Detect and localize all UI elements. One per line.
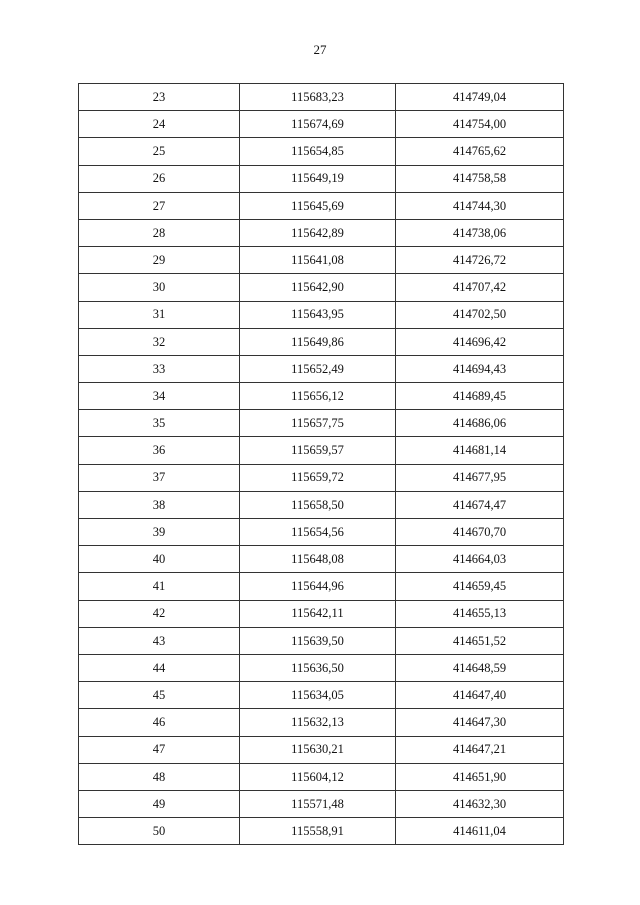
point-number-cell: 36 [79, 437, 240, 464]
point-number-cell: 27 [79, 192, 240, 219]
point-number-cell: 37 [79, 464, 240, 491]
x-coordinate-cell: 115643,95 [240, 301, 396, 328]
x-coordinate-cell: 115642,11 [240, 600, 396, 627]
y-coordinate-cell: 414694,43 [396, 355, 564, 382]
table-row [79, 763, 564, 790]
table-row [79, 437, 564, 464]
y-coordinate-cell: 414670,70 [396, 519, 564, 546]
y-coordinate-cell: 414749,04 [396, 84, 564, 111]
x-coordinate-cell: 115674,69 [240, 111, 396, 138]
coordinates-table-body [79, 84, 564, 845]
table-row [79, 165, 564, 192]
y-coordinate-cell: 414726,72 [396, 247, 564, 274]
point-number-cell: 43 [79, 627, 240, 654]
page-number: 27 [313, 42, 327, 57]
table-row [79, 654, 564, 681]
x-coordinate-cell: 115641,08 [240, 247, 396, 274]
point-number-cell: 41 [79, 573, 240, 600]
table-row [79, 192, 564, 219]
point-number-cell: 47 [79, 736, 240, 763]
x-coordinate-cell: 115630,21 [240, 736, 396, 763]
point-number-cell: 45 [79, 682, 240, 709]
x-coordinate-cell: 115658,50 [240, 491, 396, 518]
y-coordinate-cell: 414648,59 [396, 654, 564, 681]
y-coordinate-cell: 414738,06 [396, 219, 564, 246]
coordinates-table [78, 83, 564, 845]
y-coordinate-cell: 414686,06 [396, 410, 564, 437]
y-coordinate-cell: 414647,21 [396, 736, 564, 763]
table-row [79, 301, 564, 328]
y-coordinate-cell: 414754,00 [396, 111, 564, 138]
table-row [79, 464, 564, 491]
point-number-cell: 38 [79, 491, 240, 518]
y-coordinate-cell: 414702,50 [396, 301, 564, 328]
point-number-cell: 28 [79, 219, 240, 246]
table-row [79, 709, 564, 736]
point-number-cell: 31 [79, 301, 240, 328]
x-coordinate-cell: 115571,48 [240, 790, 396, 817]
x-coordinate-cell: 115652,49 [240, 355, 396, 382]
point-number-cell: 32 [79, 328, 240, 355]
y-coordinate-cell: 414611,04 [396, 818, 564, 845]
point-number-cell: 26 [79, 165, 240, 192]
point-number-cell: 46 [79, 709, 240, 736]
x-coordinate-cell: 115639,50 [240, 627, 396, 654]
x-coordinate-cell: 115656,12 [240, 383, 396, 410]
table-row [79, 736, 564, 763]
table-row [79, 383, 564, 410]
y-coordinate-cell: 414681,14 [396, 437, 564, 464]
y-coordinate-cell: 414647,30 [396, 709, 564, 736]
point-number-cell: 25 [79, 138, 240, 165]
y-coordinate-cell: 414707,42 [396, 274, 564, 301]
x-coordinate-cell: 115683,23 [240, 84, 396, 111]
point-number-cell: 33 [79, 355, 240, 382]
table-row [79, 818, 564, 845]
x-coordinate-cell: 115645,69 [240, 192, 396, 219]
point-number-cell: 50 [79, 818, 240, 845]
table-row [79, 546, 564, 573]
y-coordinate-cell: 414765,62 [396, 138, 564, 165]
table-row [79, 600, 564, 627]
y-coordinate-cell: 414632,30 [396, 790, 564, 817]
y-coordinate-cell: 414647,40 [396, 682, 564, 709]
y-coordinate-cell: 414758,58 [396, 165, 564, 192]
point-number-cell: 29 [79, 247, 240, 274]
table-row [79, 519, 564, 546]
table-row [79, 111, 564, 138]
x-coordinate-cell: 115636,50 [240, 654, 396, 681]
table-row [79, 219, 564, 246]
y-coordinate-cell: 414659,45 [396, 573, 564, 600]
table-row [79, 247, 564, 274]
y-coordinate-cell: 414651,90 [396, 763, 564, 790]
table-row [79, 682, 564, 709]
table-row [79, 328, 564, 355]
y-coordinate-cell: 414664,03 [396, 546, 564, 573]
x-coordinate-cell: 115659,72 [240, 464, 396, 491]
x-coordinate-cell: 115634,05 [240, 682, 396, 709]
x-coordinate-cell: 115648,08 [240, 546, 396, 573]
point-number-cell: 30 [79, 274, 240, 301]
table-row [79, 573, 564, 600]
x-coordinate-cell: 115642,89 [240, 219, 396, 246]
y-coordinate-cell: 414744,30 [396, 192, 564, 219]
x-coordinate-cell: 115659,57 [240, 437, 396, 464]
y-coordinate-cell: 414677,95 [396, 464, 564, 491]
point-number-cell: 34 [79, 383, 240, 410]
point-number-cell: 39 [79, 519, 240, 546]
point-number-cell: 48 [79, 763, 240, 790]
point-number-cell: 35 [79, 410, 240, 437]
x-coordinate-cell: 115654,56 [240, 519, 396, 546]
y-coordinate-cell: 414689,45 [396, 383, 564, 410]
point-number-cell: 44 [79, 654, 240, 681]
table-row [79, 790, 564, 817]
point-number-cell: 42 [79, 600, 240, 627]
x-coordinate-cell: 115604,12 [240, 763, 396, 790]
y-coordinate-cell: 414655,13 [396, 600, 564, 627]
table-row [79, 84, 564, 111]
table-row [79, 627, 564, 654]
table-row [79, 410, 564, 437]
table-row [79, 274, 564, 301]
y-coordinate-cell: 414696,42 [396, 328, 564, 355]
table-row [79, 138, 564, 165]
y-coordinate-cell: 414674,47 [396, 491, 564, 518]
table-row [79, 491, 564, 518]
x-coordinate-cell: 115657,75 [240, 410, 396, 437]
table-row [79, 355, 564, 382]
y-coordinate-cell: 414651,52 [396, 627, 564, 654]
x-coordinate-cell: 115632,13 [240, 709, 396, 736]
x-coordinate-cell: 115558,91 [240, 818, 396, 845]
x-coordinate-cell: 115642,90 [240, 274, 396, 301]
point-number-cell: 40 [79, 546, 240, 573]
point-number-cell: 23 [79, 84, 240, 111]
x-coordinate-cell: 115649,86 [240, 328, 396, 355]
x-coordinate-cell: 115649,19 [240, 165, 396, 192]
x-coordinate-cell: 115654,85 [240, 138, 396, 165]
x-coordinate-cell: 115644,96 [240, 573, 396, 600]
point-number-cell: 49 [79, 790, 240, 817]
point-number-cell: 24 [79, 111, 240, 138]
